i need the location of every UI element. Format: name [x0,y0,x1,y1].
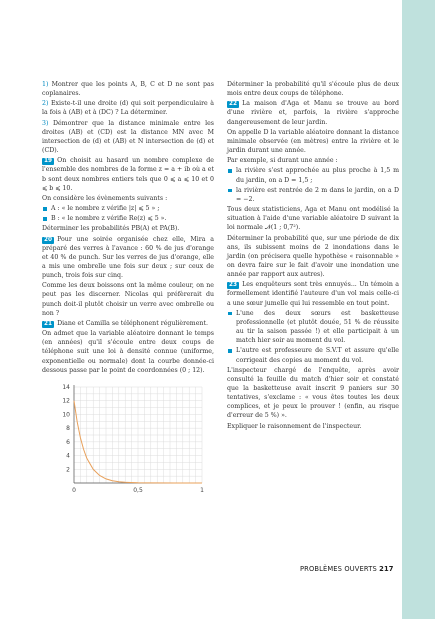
exercise-19-events-intro: On considère les évènements suivants : [42,194,168,202]
page-sidebar-band [402,0,435,619]
event-b: B : « le nombre z vérifie Re(z) ⩽ 5 ». [42,214,214,223]
x-tick-label: 0,5 [133,486,143,494]
density-curve-chart [42,379,210,497]
exercise-20-question: Comme les deux boissons ont la même couleur, on ne peut pas les discerner. Nicolas qui préfèrerait du punch doit-il plutôt choisir un verre avec ombrelle ou non ? [42,282,214,317]
x-tick-label: 1 [200,486,204,494]
y-tick-label: 4 [66,452,70,460]
exercise-badge: 19 [44,158,53,165]
exercise-19-question: Déterminer les probabilités PB(A) et PA(B). [42,225,180,233]
x-tick-label: 0 [72,486,76,494]
exercise-22-text4: Tous deux statisticiens, Aga et Manu ont modélisé la situation à l'aide d'une variable aléatoire D suivant la loi normale 𝒩(1 ; 0,7²). [227,206,399,232]
exercise-21-question: Déterminer la probabilité qu'il s'écoule plus de deux mois entre deux coups de téléphone. [227,81,399,98]
left-column [42,80,214,497]
exercise-22-text2: On appelle D la variable aléatoire donnant la distance minimale observée (en mètres) entre la rivière et le jardin durant une année. [227,128,399,155]
right-column [227,80,399,432]
exercise-22-bullet-1: la rivière s'est approchée au plus proche à 1,5 m du jardin, on a D = 1,5 ; [227,166,399,184]
page-number: 217 [379,565,394,573]
exercise-badge: 21 [44,320,53,327]
y-tick-label: 2 [66,466,70,474]
exercise-badge: 20 [44,236,53,243]
y-tick-label: 14 [62,383,70,391]
y-tick-label: 10 [62,411,70,419]
exercise-21-line1: 21 Diane et Camilla se téléphonent régulièrement. [44,319,208,327]
exercise-23-question: Expliquer le raisonnement de l'inspecteur. [227,422,362,430]
question-3: 3) Démontrer que la distance minimale entre les droites (AB) et (CD) est la distance MN avec M intersection de (d) et (AB) et N intersection de (d) et (CD). [42,119,214,155]
event-a: A : « le nombre z vérifie |z| ⩽ 5 » ; [42,204,214,213]
exercise-20-text: 20 Pour une soirée organisée chez elle, Mira a préparé des verres à l'avance : 60 % de jus d'orange et 40 % de punch. Sur les verres de jus d'orange, elle a mis une ombrelle une fois sur deux ; sur ceux de punch, trois fois sur cinq. [42,235,214,280]
exercise-21-text: On admet que la variable aléatoire donnant le temps (en années) qu'il s'écoule entre deux coups de téléphone suit une loi à densité connue (uniforme, exponentielle ou normale) dont la courbe donnée-ci dessous passe par le point de coordonnées (0 ; 12). [42,330,214,374]
y-tick-label: 12 [62,397,70,405]
question-1: 1) Montrer que les points A, B, C et D ne sont pas coplanaires. [42,81,214,98]
exercise-22-text5: Déterminer la probabilité que, sur une période de dix ans, ils subissent moins de 2 inondations dans le jardin (on précisera quelle hypothèse « raisonnable » on devra faire sur le fait d'avoir une inondation une année par rapport aux autres). [227,234,399,279]
exercise-23-text: 23 Les enquêteurs sont très ennuyés... Un témoin a formellement identifié l'auteure d'un vol mais celle-ci a une sœur jumelle qui lui ressemble en tout point. [227,281,399,307]
question-2: 2) Existe-t-il une droite (d) qui soit perpendiculaire à la fois à (AB) et à (DC) ? La déterminer. [42,100,214,117]
page-footer [300,565,394,573]
section-title: PROBLÈMES OUVERTS [300,565,377,573]
exercise-23-bullet-2: L'autre est professeure de S.V.T et assure qu'elle corrigeait des copies au moment du vol. [227,346,399,364]
exercise-23-text2: L'inspecteur chargé de l'enquête, après avoir consulté la feuille du match d'hier soir et constaté que la basketteuse avait inscrit 9 paniers sur 30 tentatives, s'exclame : « vous êtes toutes les deux complices, et je peux le prouver ! (enfin, au risque d'erreur de 5 %) ». [227,366,399,420]
exercise-badge: 22 [229,101,238,108]
exercise-badge: 23 [229,282,238,289]
exercise-22-text: 22 La maison d'Aga et Manu se trouve au bord d'une rivière et, parfois, la rivière s'approche dangereusement de leur jardin. [227,100,399,126]
exercise-23-bullet-1: L'une des deux sœurs est basketteuse professionnelle (et plutôt douée, 51 % de réussite au tir la saison passée !) et elle participait à un match hier soir au moment du vol. [227,309,399,346]
exercise-19-intro: 19 On choisit au hasard un nombre complexe de l'ensemble des nombres de la forme z = a + ib où a et b sont deux nombres entiers tels que 0 ⩽ a ⩽ 10 et 0 ⩽ b ⩽ 10. [42,157,214,192]
exercise-22-text3: Par exemple, si durant une année : [227,157,338,165]
exercise-22-bullet-2: la rivière est rentrée de 2 m dans le jardin, on a D = −2. [227,186,399,204]
y-tick-label: 8 [66,424,70,432]
y-tick-label: 6 [66,438,70,446]
